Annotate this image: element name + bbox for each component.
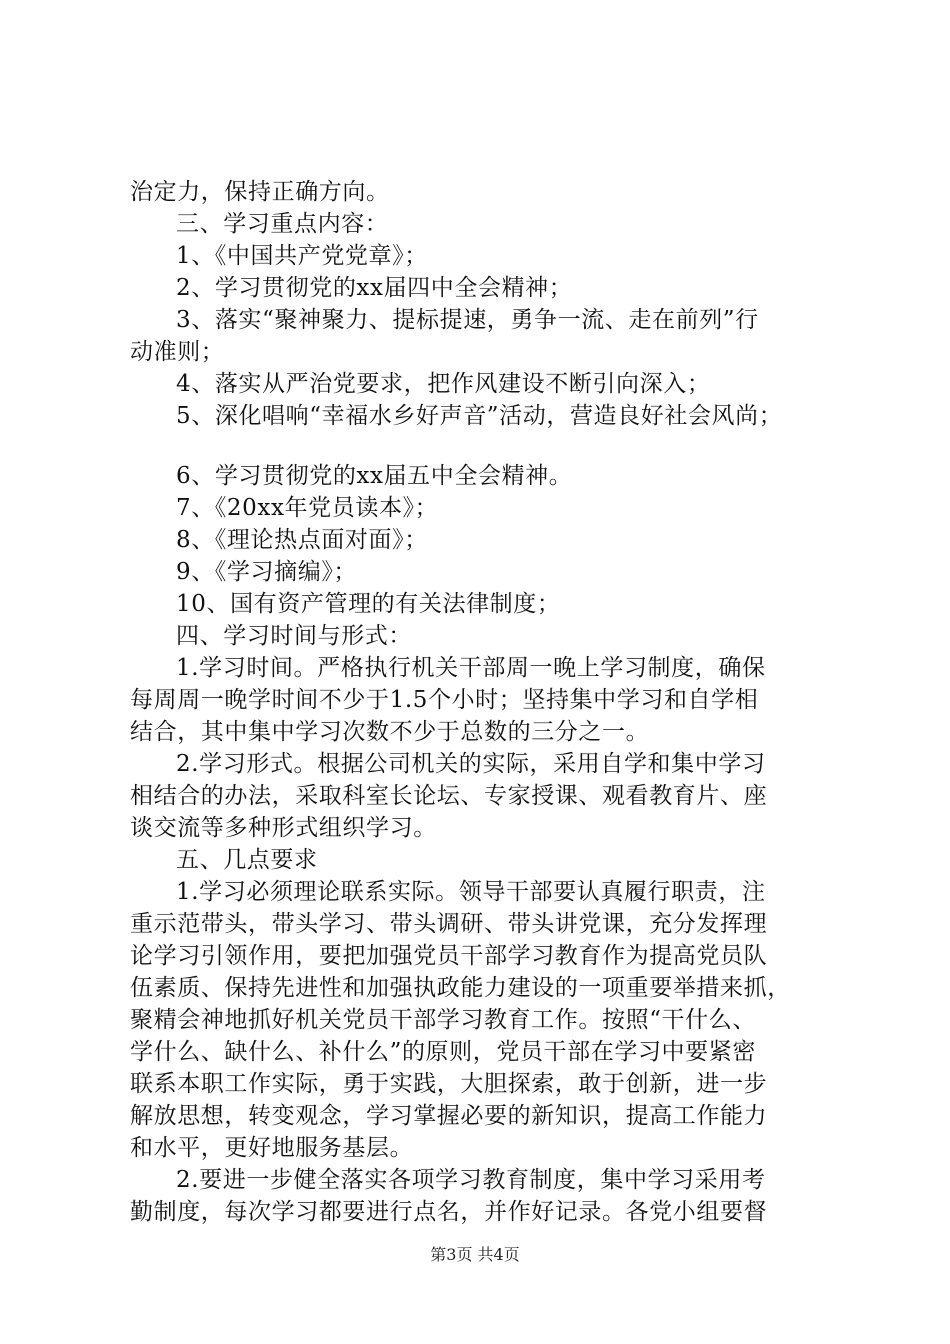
list-item: 3、落实“聚神聚力、提标提速，勇争一流、走在前列”行 xyxy=(176,307,759,333)
paragraph-line: 论学习引领作用，要把加强党员干部学习教育作为提高党员队 xyxy=(130,943,768,969)
paragraph-line: 2.要进一步健全落实各项学习教育制度，集中学习采用考 xyxy=(176,1167,766,1193)
paragraph-line: 解放思想，转变观念，学习掌握必要的新知识，提高工作能力 xyxy=(130,1103,768,1129)
paragraph-line: 伍素质、保持先进性和加强执政能力建设的一项重要举措来抓， xyxy=(130,975,791,1001)
paragraph-line: 1.学习必须理论联系实际。领导干部要认真履行职责，注 xyxy=(176,879,766,905)
paragraph-line: 2.学习形式。根据公司机关的实际，采用自学和集中学习 xyxy=(176,751,766,777)
list-item: 6、学习贯彻党的xx届五中全会精神。 xyxy=(176,463,573,489)
paragraph-line: 聚精会神地抓好机关党员干部学习教育工作。按照“干什么、 xyxy=(130,1007,756,1033)
paragraph-line: 和水平，更好地服务基层。 xyxy=(130,1135,414,1161)
list-item: 7、《20xx年党员读本》； xyxy=(176,495,439,521)
section-heading: 四、学习时间与形式： xyxy=(176,623,412,649)
paragraph-line: 勤制度，每次学习都要进行点名，并作好记录。各党小组要督 xyxy=(130,1199,768,1225)
list-item: 9、《学习摘编》； xyxy=(176,559,358,585)
list-item: 4、落实从严治党要求，把作风建设不断引向深入； xyxy=(176,371,711,397)
paragraph-line: 谈交流等多种形式组织学习。 xyxy=(130,815,437,841)
document-body xyxy=(130,176,830,1228)
section-heading: 三、学习重点内容： xyxy=(176,211,389,237)
blank-gap xyxy=(130,432,830,460)
paragraph-line: 结合，其中集中学习次数不少于总数的三分之一。 xyxy=(130,719,650,745)
list-item: 5、深化唱响“幸福水乡好声音”活动，营造良好社会风尚； xyxy=(176,403,783,429)
text-line: 动准则； xyxy=(130,339,225,365)
text-line: 治定力，保持正确方向。 xyxy=(130,179,390,205)
paragraph-line: 联系本职工作实际，勇于实践，大胆探索，敢于创新，进一步 xyxy=(130,1071,768,1097)
paragraph-line: 相结合的办法，采取科室长论坛、专家授课、观看教育片、座 xyxy=(130,783,768,809)
paragraph-line: 1.学习时间。严格执行机关干部周一晚上学习制度，确保 xyxy=(176,655,766,681)
page-number-footer: 第3页 共4页 xyxy=(430,1245,520,1264)
paragraph-line: 学什么、缺什么、补什么”的原则，党员干部在学习中要紧密 xyxy=(130,1039,756,1065)
list-item: 10、国有资产管理的有关法律制度； xyxy=(176,591,561,617)
list-item: 1、《中国共产党党章》； xyxy=(176,243,428,269)
paragraph-line: 重示范带头，带头学习、带头调研、带头讲党课，充分发挥理 xyxy=(130,911,768,937)
list-item: 8、《理论热点面对面》； xyxy=(176,527,428,553)
paragraph-line: 每周周一晚学时间不少于1.5个小时；坚持集中学习和自学相 xyxy=(130,687,759,713)
section-heading: 五、几点要求 xyxy=(176,847,318,873)
list-item: 2、学习贯彻党的xx届四中全会精神； xyxy=(176,275,573,301)
